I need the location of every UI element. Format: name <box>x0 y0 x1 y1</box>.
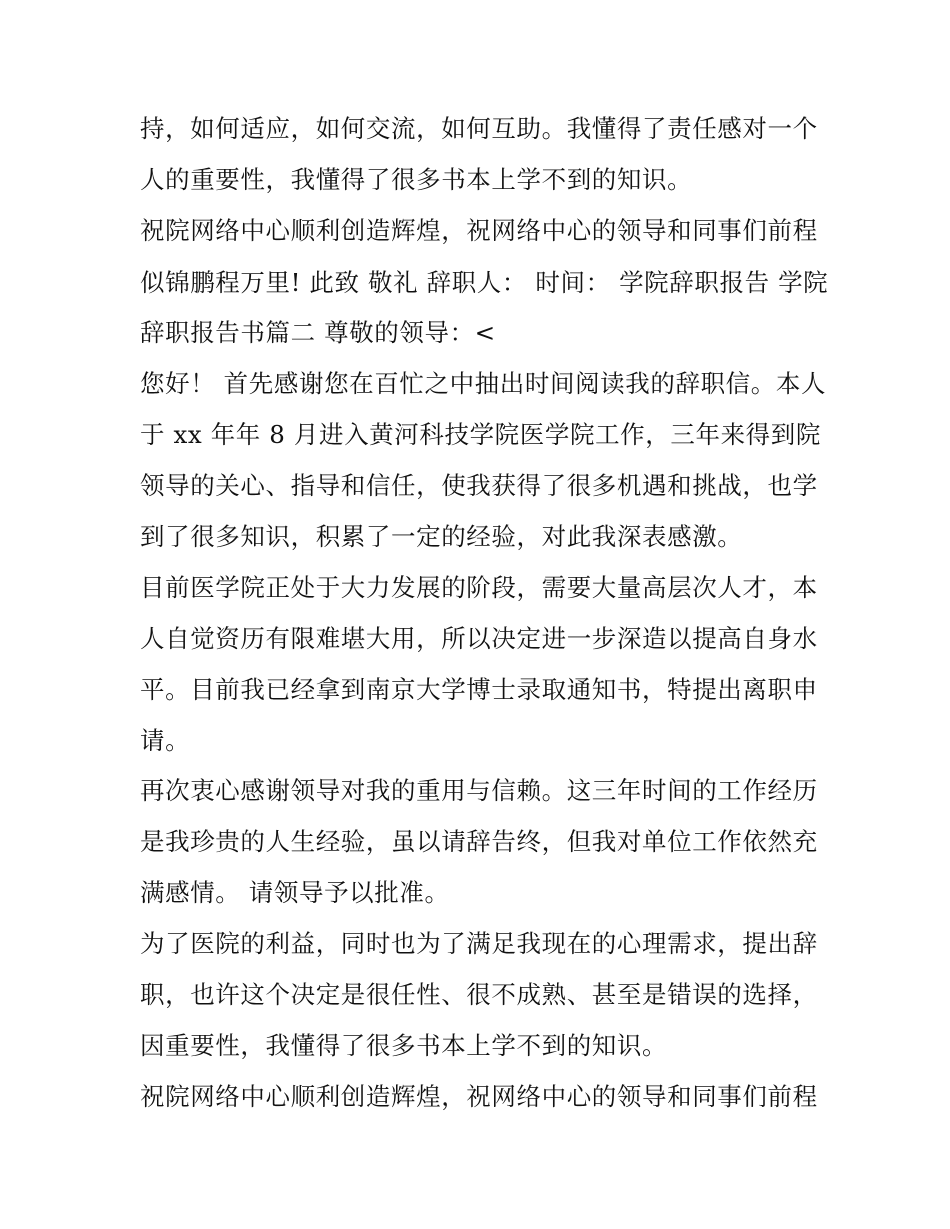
text-line: 请。 <box>140 726 191 755</box>
text-line: 似锦鹏程万里! 此致 敬礼 辞职人： 时间： 学院辞职报告 学院 <box>140 268 829 297</box>
text-line: 祝院网络中心顺利创造辉煌，祝网络中心的领导和同事们前程 <box>140 1082 818 1111</box>
text-line: 是我珍贵的人生经验，虽以请辞告终，但我对单位工作依然充 <box>140 827 818 856</box>
text-line: 再次衷心感谢领导对我的重用与信赖。这三年时间的工作经历 <box>140 776 818 805</box>
text-line: 为了医院的利益，同时也为了满足我现在的心理需求，提出辞 <box>140 929 818 958</box>
text-line: 于 xx 年年 8 月进入黄河科技学院医学院工作，三年来得到院 <box>140 420 821 449</box>
text-line: 祝院网络中心顺利创造辉煌，祝网络中心的领导和同事们前程 <box>140 216 818 245</box>
text-line: 到了很多知识，积累了一定的经验，对此我深表感激。 <box>140 522 743 551</box>
text-line: 满感情。 请领导予以批准。 <box>140 878 450 907</box>
text-line: 目前医学院正处于大力发展的阶段，需要大量高层次人才，本 <box>140 573 818 602</box>
text-line: 领导的关心、指导和信任，使我获得了很多机遇和挑战，也学 <box>140 471 818 500</box>
text-line: 人的重要性，我懂得了很多书本上学不到的知识。 <box>140 165 693 194</box>
text-line: 人自觉资历有限难堪大用，所以决定进一步深造以提高自身水 <box>140 624 818 653</box>
text-line: 您好！ 首先感谢您在百忙之中抽出时间阅读我的辞职信。本人 <box>140 369 827 398</box>
text-line: 平。目前我已经拿到南京大学博士录取通知书，特提出离职申 <box>140 675 818 704</box>
text-line: 因重要性，我懂得了很多书本上学不到的知识。 <box>140 1031 668 1060</box>
text-line: 辞职报告书篇二 尊敬的领导：< <box>140 318 496 347</box>
text-line: 职，也许这个决定是很任性、很不成熟、甚至是错误的选择， <box>140 980 818 1009</box>
text-line: 持，如何适应，如何交流，如何互助。我懂得了责任感对一个 <box>140 114 818 143</box>
